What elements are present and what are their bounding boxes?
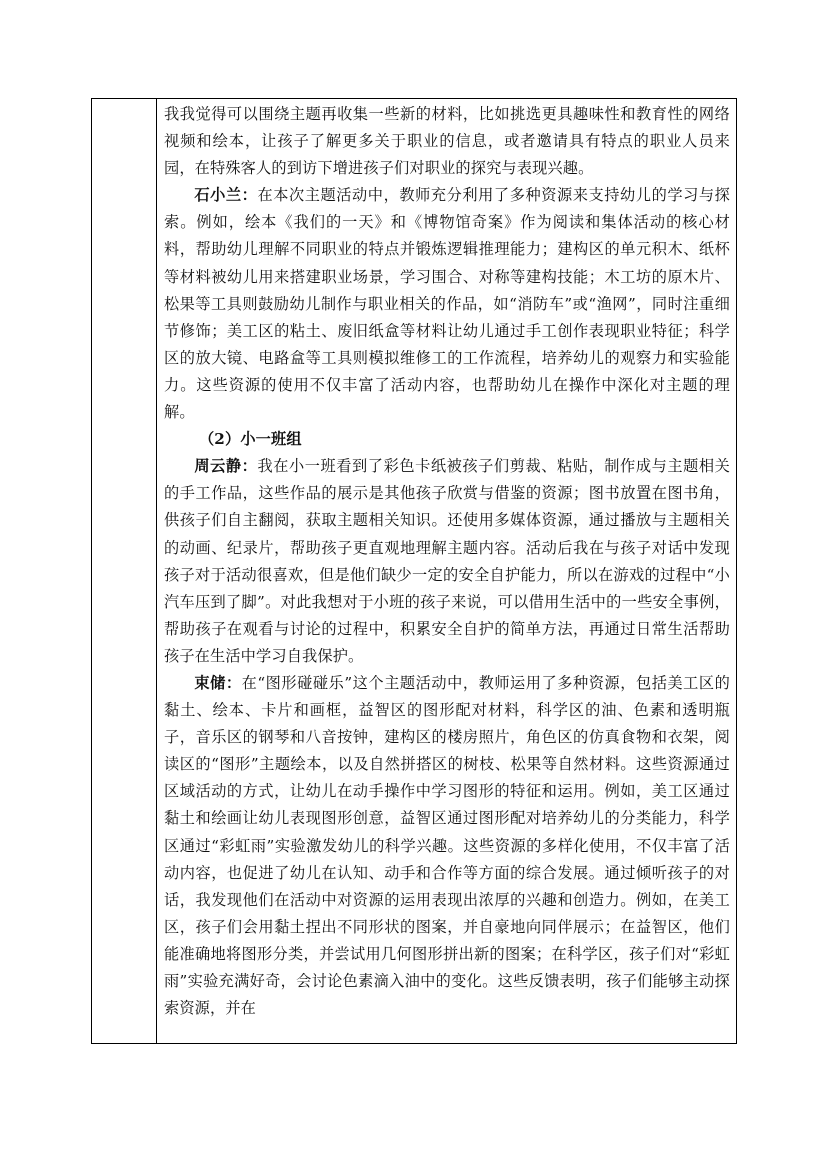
paragraph-text: 在本次主题活动中，教师充分利用了多种资源来支持幼儿的学习与探索。例如，绘本《我们的一天》和《博物馆奇案》作为阅读和集体活动的核心材料，帮助幼儿理解不同职业的特点并锻炼逻辑推理能力；建构区的单元积木、纸杯等材料被幼儿用来搭建职业场景，学习围合、对称等建构技能；木工坊的原木片、松果等工具则鼓励幼儿制作与职业相关的作品，如“消防车”或“渔网”，同时注重细节修饰；美工区的粘土、废旧纸盒等材料让幼儿通过手工创作表现职业特征；科学区的放大镜、电路盒等工具则模拟维修工的工作流程，培养幼儿的观察力和实验能力。这些资源的使用不仅丰富了活动内容，也帮助幼儿在操作中深化对主题的理解。 <box>164 186 730 422</box>
table-label-cell <box>92 99 157 1043</box>
speaker-name: 石小兰： <box>194 186 258 205</box>
section-heading: （2）小一班组 <box>198 430 302 449</box>
paragraph-zhou-yunjing <box>164 453 730 670</box>
document-table <box>91 98 737 1044</box>
paragraph-shi-xiaolan <box>164 182 730 426</box>
speaker-name: 束储： <box>194 673 242 692</box>
speaker-name: 周云静： <box>194 457 258 476</box>
paragraph-text: 我在小一班看到了彩色卡纸被孩子们剪裁、粘贴，制作成与主题相关的手工作品，这些作品的展示是其他孩子欣赏与借鉴的资源；图书放置在图书角，供孩子们自主翻阅，获取主题相关知识。还使用多媒体资源，通过播放与主题相关的动画、纪录片，帮助孩子更直观地理解主题内容。活动后我在与孩子对话中发现 孩子对于活动很喜欢，但是他们缺少一定的安全自护能力，所以在游戏的过程中“小汽车压到了脚”。对此我想对于小班的孩子来说，可以借用生活中的一些安全事例，帮助孩子在观看与讨论的过程中，积累安全自护的简单方法，再通过日常生活帮助孩子在生活中学习自我保护。 <box>164 457 730 665</box>
paragraph-intro <box>164 101 730 182</box>
paragraph-text: 在“图形碰碰乐”这个主题活动中，教师运用了多种资源，包括美工区的黏土、绘本、卡片和画框，益智区的图形配对材料，科学区的油、色素和透明瓶子，音乐区的钢琴和八音按钟，建构区的楼房照片，角色区的仿真食物和衣架，阅读区的“图形”主题绘本，以及自然拼搭区的树枝、松果等自然材料。这些资源通过区域活动的方式，让幼儿在动手操作中学习图形的特征和运用。例如，美工区通过黏土和绘画让幼儿表现图形创意，益智区通过图形配对培养幼儿的分类能力，科学区通过“彩虹雨”实验激发幼儿的科学兴趣。这些资源的多样化使用，不仅丰富了活动内容，也促进了幼儿在认知、动手和合作等方面的综合发展。通过倾听孩子的对话，我发现他们在活动中对资源的运用表现出浓厚的兴趣和创造力。例如，在美工区，孩子们会用黏土捏出不同形状的图案，并自豪地向同伴展示；在益智区，他们能准确地将图形分类，并尝试用几何图形拼出新的图案；在科学区，孩子们对“彩虹雨”实验充满好奇，会讨论色素滴入油中的变化。这些反馈表明，孩子们能够主动探索资源，并在 <box>164 673 730 1018</box>
paragraph-text: 我我觉得可以围绕主题再收集一些新的材料，比如挑选更具趣味性和教育性的网络视频和绘本，让孩子了解更多关于职业的信息，或者邀请具有特点的职业人员来园，在特殊客人的到访下增进孩子们对职业的探究与表现兴趣。 <box>164 105 730 178</box>
table-content-cell <box>164 101 730 1022</box>
paragraph-shu-chu <box>164 670 730 1022</box>
